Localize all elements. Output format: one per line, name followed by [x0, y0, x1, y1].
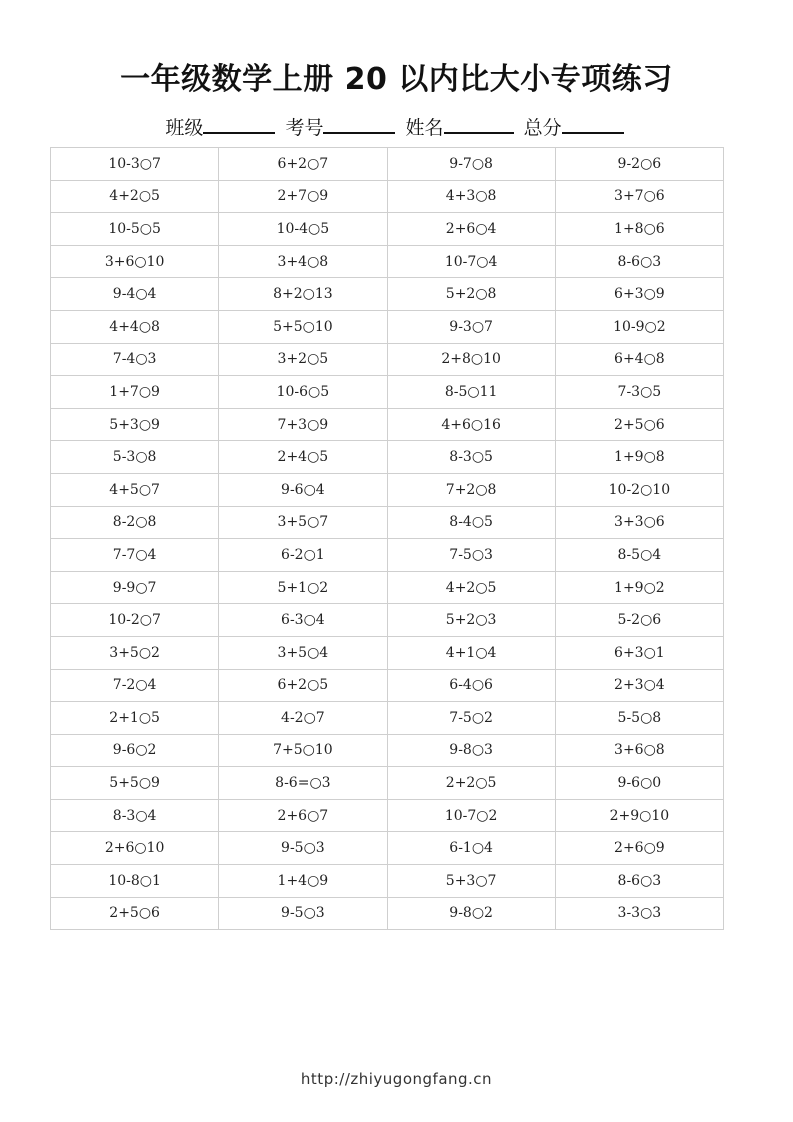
exercise-cell: 8-6=○3 — [219, 767, 387, 800]
exercise-cell: 6-2○1 — [219, 539, 387, 572]
exercise-cell: 9-4○4 — [51, 278, 219, 311]
exercise-cell: 9-5○3 — [219, 897, 387, 930]
exercise-cell: 10-7○2 — [387, 799, 555, 832]
table-row — [51, 571, 724, 604]
exercise-cell: 7-4○3 — [51, 343, 219, 376]
table-row — [51, 180, 724, 213]
exercise-cell: 2+6○7 — [219, 799, 387, 832]
table-row — [51, 669, 724, 702]
exercise-cell: 2+1○5 — [51, 702, 219, 735]
exercise-cell: 3+5○2 — [51, 636, 219, 669]
exercise-cell: 3+4○8 — [219, 245, 387, 278]
exercise-cell: 5-5○8 — [555, 702, 723, 735]
exercise-cell: 1+8○6 — [555, 213, 723, 246]
exercise-cell: 2+8○10 — [387, 343, 555, 376]
exercise-cell: 2+6○4 — [387, 213, 555, 246]
exercise-cell: 10-8○1 — [51, 865, 219, 898]
exercise-cell: 9-6○4 — [219, 473, 387, 506]
name-field — [406, 112, 518, 142]
name-blank[interactable] — [444, 112, 514, 134]
table-row — [51, 897, 724, 930]
table-row — [51, 310, 724, 343]
exercise-cell: 7-3○5 — [555, 376, 723, 409]
exercise-cell: 8-2○8 — [51, 506, 219, 539]
exercise-cell: 9-6○2 — [51, 734, 219, 767]
score-label: 总分 — [523, 117, 562, 139]
exercise-cell: 4+1○4 — [387, 636, 555, 669]
table-row — [51, 767, 724, 800]
exercise-cell: 4+2○5 — [387, 571, 555, 604]
exercise-cell: 5+3○9 — [51, 408, 219, 441]
exercise-table — [50, 147, 724, 930]
exercise-cell: 10-3○7 — [51, 148, 219, 181]
page-title: 一年级数学上册 20 以内比大小专项练习 — [120, 62, 673, 97]
exercise-cell: 3+6○10 — [51, 245, 219, 278]
student-info-line — [0, 112, 793, 142]
exercise-cell: 2+9○10 — [555, 799, 723, 832]
exercise-cell: 4+4○8 — [51, 310, 219, 343]
exercise-cell: 4+5○7 — [51, 473, 219, 506]
exercise-cell: 6+3○9 — [555, 278, 723, 311]
table-row — [51, 506, 724, 539]
exercise-cell: 3+6○8 — [555, 734, 723, 767]
exercise-cell: 8-3○5 — [387, 441, 555, 474]
exercise-cell: 2+5○6 — [555, 408, 723, 441]
exercise-cell: 8-5○4 — [555, 539, 723, 572]
exercise-cell: 6+3○1 — [555, 636, 723, 669]
exercise-cell: 10-6○5 — [219, 376, 387, 409]
exercise-cell: 5+2○3 — [387, 604, 555, 637]
exercise-cell: 8-6○3 — [555, 245, 723, 278]
exercise-cell: 4-2○7 — [219, 702, 387, 735]
exercise-cell: 5+1○2 — [219, 571, 387, 604]
table-row — [51, 408, 724, 441]
exam-no-label: 考号 — [285, 117, 324, 139]
exercise-cell: 6+2○5 — [219, 669, 387, 702]
exercise-cell: 10-9○2 — [555, 310, 723, 343]
exercise-cell: 9-3○7 — [387, 310, 555, 343]
table-row — [51, 865, 724, 898]
exercise-cell: 5+5○9 — [51, 767, 219, 800]
table-row — [51, 343, 724, 376]
exercise-cell: 1+9○8 — [555, 441, 723, 474]
exercise-cell: 1+4○9 — [219, 865, 387, 898]
table-row — [51, 799, 724, 832]
exercise-cell: 7-5○3 — [387, 539, 555, 572]
exercise-cell: 8-6○3 — [555, 865, 723, 898]
exercise-cell: 6+2○7 — [219, 148, 387, 181]
exercise-cell: 2+4○5 — [219, 441, 387, 474]
exercise-cell: 2+2○5 — [387, 767, 555, 800]
exercise-cell: 5+2○8 — [387, 278, 555, 311]
exercise-cell: 5-3○8 — [51, 441, 219, 474]
table-row — [51, 604, 724, 637]
exercise-table-body — [51, 148, 724, 930]
table-row — [51, 278, 724, 311]
table-row — [51, 539, 724, 572]
exercise-cell: 3+5○4 — [219, 636, 387, 669]
exercise-cell: 9-7○8 — [387, 148, 555, 181]
exercise-cell: 3+2○5 — [219, 343, 387, 376]
exam-no-blank[interactable] — [323, 112, 395, 134]
exercise-cell: 4+3○8 — [387, 180, 555, 213]
exam-no-field — [285, 112, 399, 142]
exercise-cell: 1+9○2 — [555, 571, 723, 604]
exercise-cell: 9-5○3 — [219, 832, 387, 865]
table-row — [51, 213, 724, 246]
score-blank[interactable] — [562, 112, 624, 134]
class-field — [165, 112, 279, 142]
exercise-cell: 3-3○3 — [555, 897, 723, 930]
exercise-cell: 7+3○9 — [219, 408, 387, 441]
exercise-cell: 6-3○4 — [219, 604, 387, 637]
exercise-cell: 7+2○8 — [387, 473, 555, 506]
exercise-cell: 10-5○5 — [51, 213, 219, 246]
table-row — [51, 441, 724, 474]
exercise-cell: 10-2○7 — [51, 604, 219, 637]
table-row — [51, 734, 724, 767]
exercise-cell: 9-2○6 — [555, 148, 723, 181]
exercise-cell: 1+7○9 — [51, 376, 219, 409]
exercise-cell: 8+2○13 — [219, 278, 387, 311]
exercise-cell: 3+5○7 — [219, 506, 387, 539]
exercise-cell: 7-2○4 — [51, 669, 219, 702]
table-row — [51, 702, 724, 735]
exercise-cell: 5+5○10 — [219, 310, 387, 343]
exercise-cell: 4+2○5 — [51, 180, 219, 213]
exercise-cell: 10-2○10 — [555, 473, 723, 506]
table-row — [51, 148, 724, 181]
exercise-cell: 8-3○4 — [51, 799, 219, 832]
exercise-cell: 7-7○4 — [51, 539, 219, 572]
exercise-cell: 9-8○2 — [387, 897, 555, 930]
table-row — [51, 245, 724, 278]
table-row — [51, 832, 724, 865]
exercise-cell: 4+6○16 — [387, 408, 555, 441]
table-row — [51, 376, 724, 409]
class-label: 班级 — [165, 117, 204, 139]
footer-url: http://zhiyugongfang.cn — [300, 1070, 493, 1088]
exercise-cell: 8-5○11 — [387, 376, 555, 409]
exercise-cell: 2+7○9 — [219, 180, 387, 213]
exercise-cell: 9-9○7 — [51, 571, 219, 604]
exercise-cell: 8-4○5 — [387, 506, 555, 539]
exercise-cell: 5+3○7 — [387, 865, 555, 898]
exercise-cell: 6-4○6 — [387, 669, 555, 702]
class-blank[interactable] — [203, 112, 275, 134]
score-field — [524, 112, 628, 142]
exercise-cell: 7+5○10 — [219, 734, 387, 767]
exercise-cell: 9-6○0 — [555, 767, 723, 800]
exercise-cell: 10-4○5 — [219, 213, 387, 246]
exercise-cell: 6-1○4 — [387, 832, 555, 865]
exercise-cell: 10-7○4 — [387, 245, 555, 278]
exercise-cell: 3+7○6 — [555, 180, 723, 213]
table-row — [51, 473, 724, 506]
exercise-cell: 2+6○9 — [555, 832, 723, 865]
exercise-cell: 7-5○2 — [387, 702, 555, 735]
exercise-cell: 6+4○8 — [555, 343, 723, 376]
exercise-cell: 5-2○6 — [555, 604, 723, 637]
exercise-cell: 2+6○10 — [51, 832, 219, 865]
exercise-cell: 9-8○3 — [387, 734, 555, 767]
table-row — [51, 636, 724, 669]
exercise-cell: 3+3○6 — [555, 506, 723, 539]
name-label: 姓名 — [405, 117, 444, 139]
exercise-cell: 2+3○4 — [555, 669, 723, 702]
exercise-cell: 2+5○6 — [51, 897, 219, 930]
